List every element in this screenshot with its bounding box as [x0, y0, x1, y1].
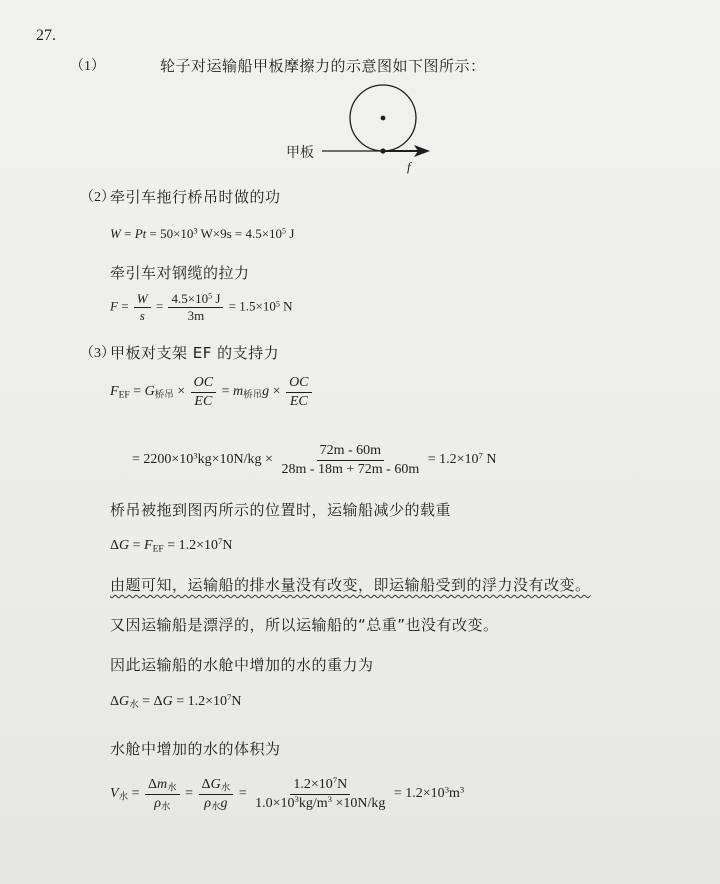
- friction-diagram: [280, 75, 450, 185]
- reasoning-line-1-text: 由题可知，运输船的排水量没有改变，即运输船受到的浮力没有改变。: [110, 576, 591, 594]
- part1-text: 轮子对运输船甲板摩擦力的示意图如下图所示：: [160, 57, 486, 75]
- part2-title: 牵引车拖行桥吊时做的功: [110, 188, 281, 206]
- support-force-equation: $F_{EF} = G_{桥吊}$ × $\frac{OC}{EC}$ = $m_{桥吊}g$ × $\frac{OC}{EC}$: [110, 374, 314, 410]
- part3-marker: （3）: [80, 346, 115, 361]
- work-equation: $W = Pt = 50\times 10^3$ $W\times 9s = 4.5\times 10^5$ J: [110, 226, 295, 241]
- water-weight-equation: $\Delta G_水 = \Delta G = 1.2\times 10^7N$: [110, 692, 242, 711]
- force-equation: F = $\frac{W}{s}$ = $\frac{4.5\times 10^5 J}{3m}$ = $1.5\times 10^5$ N: [110, 291, 293, 324]
- delta-g-equation: $\Delta G = F_{EF} = 1.2\times 10^7N$: [110, 536, 233, 555]
- reasoning-line-2: 又因运输船是漂浮的，所以运输船的“总重”也没有改变。: [110, 616, 499, 634]
- part1-marker: （1）: [70, 59, 105, 74]
- part3-title: 甲板对支架 EF 的支持力: [110, 344, 280, 362]
- tension-title: 牵引车对钢缆的拉力: [110, 264, 250, 282]
- force-label: f: [407, 159, 411, 174]
- part2-marker: （2）: [80, 190, 115, 205]
- problem-number: 27.: [36, 27, 56, 44]
- load-reduction-title: 桥吊被拖到图丙所示的位置时，运输船减少的载重: [110, 501, 452, 519]
- reasoning-line-1: [110, 574, 591, 595]
- wheel-center: [381, 116, 386, 121]
- support-force-calculation: = $2200\times 10^3kg\times 10N/kg$ × $\frac{72m - 60m}{28m - 18m + 72m - 60m}$ = $1.2\times 10^7$ N: [132, 443, 497, 477]
- volume-equation: $V_水$ = $\frac{\Delta m_水}{\rho_水}$ = $\frac{\Delta G_水}{\rho_水g}$ = $\frac{1.2\times 10^7N}{1.0\times 10^3kg/m^3 \times 10N/kg}$ = $1.2\times 10^3m^3$: [110, 775, 465, 812]
- reasoning-line-3: 因此运输船的水舱中增加的水的重力为: [110, 656, 374, 674]
- volume-title: 水舱中增加的水的体积为: [110, 740, 281, 758]
- deck-label: 甲板: [286, 145, 314, 161]
